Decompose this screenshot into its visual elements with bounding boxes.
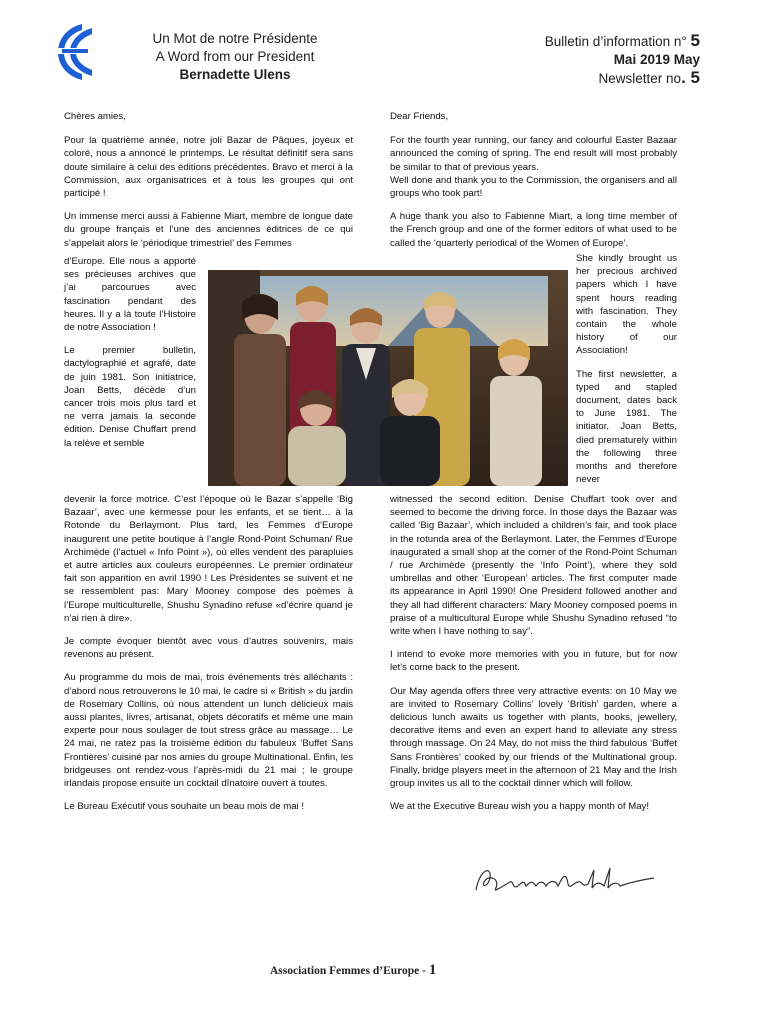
en-paragraph-3a: The first newsletter, a typed and stapled document, dates back to June 1981. The initiator, Joan Betts, died prematurely within the following three months and therefore never: [576, 368, 677, 486]
en-paragraph-4: I intend to evoke more memories with you in future, but for now let’s come back to the present.: [390, 649, 677, 674]
group-photo: [208, 270, 568, 486]
en-greeting: Dear Friends,: [390, 111, 449, 122]
fr-paragraph-5: Au programme du mois de mai, trois événements très alléchants : d’abord nous retrouverons le 10 mai, le cadre si « British » du jardin de Rosemary Collins, où nous attendent un lunch délicieux mais aussi plantes, livres, artisanat, objets décoratifs et même une main experte pour nous soulager de tout stress grâce au massage… Le 24 mai, ne ratez pas la troisième édition du fabuleux ‘Buffet Sans Frontières’ cuisiné par nos amies du groupe Multinational. Enfin, les bridgeuses ont rendez-vous l’après-midi du 21 mai ; le groupe irlandais propose ensuite un cocktail dînatoire ouvert à toutes.: [64, 672, 353, 790]
en-paragraph-1: For the fourth year running, our fancy and colourful Easter Bazaar announced the coming of spring. The end result will most probably be similar to that of previous years.: [390, 135, 677, 173]
fr-paragraph-2b: d’Europe. Elle nous a apporté ses précieuses archives que j’ai parcourues avec fascination pendant des heures. Il y a là toute l’Histoire de notre Association !: [64, 256, 196, 334]
page-number: 1: [428, 962, 437, 978]
en-paragraph-5: Our May agenda offers three very attractive events: on 10 May we are invited to Rosemary Collins’ lovely ‘British’ garden, where a delicious lunch awaits us together with plants, books, jewellery, decorative items and even an expert hand to alleviate any stress through massage. On 24 May, do not miss the third fabulous ‘Buffet Sans Frontières’ cooked by our friends of the Multinational group. Finally, bridge players meet in the afternoon of 21 May and the Irish group invites us all to the cocktail dinner which will follow.: [390, 685, 677, 790]
en-paragraph-2a: A huge thank you also to Fabienne Miart, a long time member of the French group and one of the former editors of what used to be called the ‘quarterly periodical of the Women of Europe’.: [390, 211, 677, 249]
newsletter-label-en: Newsletter no: [598, 71, 682, 86]
english-column-top: [390, 110, 677, 250]
footer: [270, 962, 510, 979]
fr-paragraph-3a: Le premier bulletin, dactylographié et agrafé, date de juin 1981. Son initiatrice, Joan Betts, décède d’un cancer trois mois plus tard et ne verra jamais la seconde édition. Denise Chuffart prend la relève et semble: [64, 345, 196, 449]
bulletin-label-fr: Bulletin d’information n°: [544, 34, 687, 49]
fr-paragraph-6: Le Bureau Exécutif vous souhaite un beau mois de mai !: [64, 801, 304, 813]
en-paragraph-2b: She kindly brought us her precious archived papers which I have spent hours reading with fascination. They contain the whole history of our Association!: [576, 253, 677, 357]
en-paragraph-6: We at the Executive Bureau wish you a happy month of May!: [390, 801, 649, 813]
fr-paragraph-4: Je compte évoquer bientôt avec vous d’autres souvenirs, mais revenons au présent.: [64, 636, 353, 661]
en-paragraph-3b: witnessed the second edition. Denise Chuffart took over and seemed to become the driving force. In those days the Bazaar was called ‘Big Bazaar’, which included a children’s fair, and took place in the rotunda area of the Berlaymont. Later, the Femmes d’Europe inaugurated a small shop at the corner of the Rond-Point Schuman / rue Archimède (presently the ‘Info Point’), where they sold umbrellas and other ‘European’ articles. The first computer made its appearance in April 1990! One President followed another and they all had different characters: Mary Mooney composed poems in praise of a multicultural Europe while Shushu Synadino refused “to write when I have nothing to say”.: [390, 494, 677, 638]
president-header: [120, 30, 350, 84]
french-column-wrap: [64, 255, 196, 450]
signature: [470, 860, 660, 900]
french-column-top: [64, 110, 353, 250]
bulletin-header: Bulletin d’information n° 5 Mai 2019 May Newsletter no. 5: [470, 32, 700, 88]
association-logo: [52, 20, 96, 84]
fr-paragraph-1: Pour la quatrième année, notre joli Bazar de Pâques, joyeux et coloré, nous a annoncé le printemps. Le résultat définitif sera sans doute similaire à celui des éditions précédentes. Bravo et merci à la Commission, aux organisatrices et à tous les groupes qui ont participé !: [64, 135, 353, 200]
footer-text: Association Femmes d’Europe -: [270, 965, 426, 977]
fr-paragraph-2a: Un immense merci aussi à Fabienne Miart, membre de longue date du groupe français et l’une des anciennes éditrices de ce qui s’appelait alors le ‘périodique trimestriel’ des Femmes: [64, 211, 353, 249]
president-name: Bernadette Ulens: [179, 67, 291, 82]
english-column-bottom: [390, 493, 677, 813]
french-column-bottom: [64, 493, 353, 813]
president-title-en: A Word from our President: [155, 49, 315, 64]
fr-paragraph-3b: devenir la force motrice. C’est l’époque où le Bazar s’appelle ‘Big Bazaar’, avec une kermesse pour les enfants, et se tient… à la Rotonde du Berlaymont. Plus tard, les Femmes d’Europe inaugurent une petite boutique à l’angle Rond-Point Schuman/ Rue Archimède (l’actuel « Info Point »), où elles vendent des parapluies et autre articles aux couleurs européennes. Le premier ordinateur fait son apparition en avril 1990 ! Les Présidentes se suivent et ne se ressemblent pas: Mary Mooney compose des poèmes à l’Europe multiculturelle, Shushu Synadino refuse «d’écrire quand je n’ai rien à dire».: [64, 494, 353, 624]
issue-date: Mai 2019 May: [613, 52, 700, 67]
en-paragraph-1b: Well done and thank you to the Commission, the organisers and all groups who took part!: [390, 174, 677, 200]
president-title-fr: Un Mot de notre Présidente: [152, 31, 318, 46]
newsletter-number: 5: [690, 68, 700, 87]
english-column-wrap: [576, 252, 677, 486]
fr-greeting: Chères amies,: [64, 111, 126, 122]
bulletin-number: 5: [690, 31, 700, 50]
